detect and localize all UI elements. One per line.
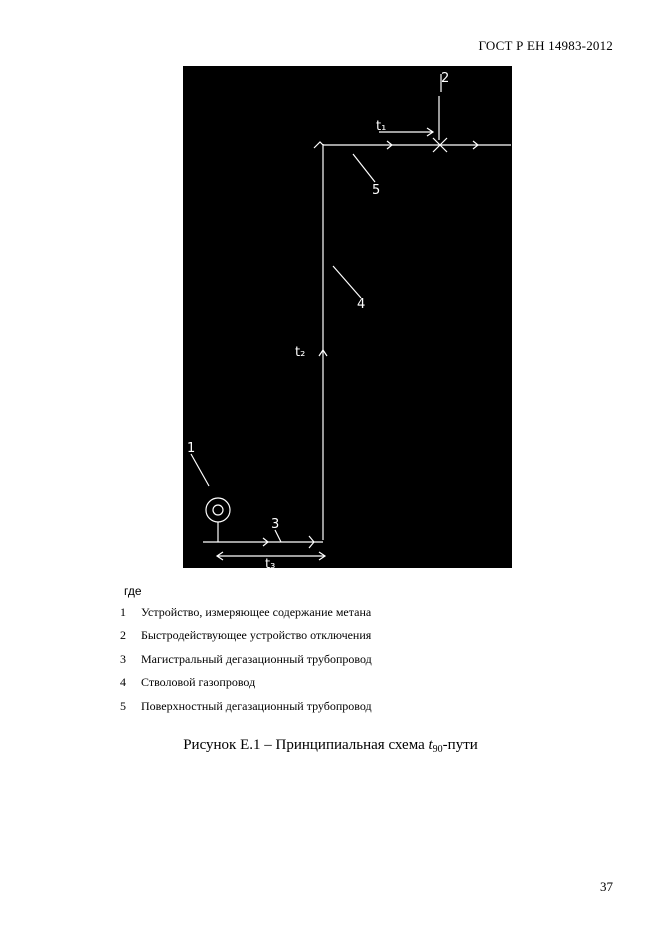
document-header: ГОСТ Р ЕН 14983-2012 [478, 38, 613, 53]
legend-item-text: Стволовой газопровод [141, 675, 256, 690]
page-number: 37 [600, 879, 613, 894]
dimension-t3: t₃ [265, 557, 276, 568]
dimension-t1: t₁ [376, 119, 387, 134]
leader-4 [333, 266, 361, 298]
caption-subscript: 90 [432, 744, 443, 755]
legend-item-number: 1 [120, 605, 126, 619]
legend-item-number: 4 [120, 675, 126, 690]
figure-caption [0, 737, 661, 755]
caption-suffix: -пути [442, 737, 478, 753]
corner-mark [314, 142, 323, 148]
legend-item-number: 2 [120, 628, 126, 643]
callout-2: 2 [441, 71, 450, 86]
methane-meter-icon [206, 498, 230, 542]
legend-item [120, 675, 372, 698]
legend-item-text: Устройство, измеряющее содержание метана [141, 605, 372, 619]
callout-4: 4 [357, 297, 366, 312]
legend-item-number: 5 [120, 698, 126, 713]
legend-item-text: Магистральный дегазационный трубопровод [141, 651, 372, 666]
caption-variable: t [428, 737, 433, 753]
callout-1: 1 [187, 441, 196, 456]
callout-3: 3 [271, 517, 280, 532]
dimension-t2: t₂ [295, 345, 306, 360]
legend-item-text: Быстродействующее устройство отключения [141, 628, 372, 643]
leader-5 [353, 154, 375, 182]
legend-item [120, 605, 372, 628]
legend-item [120, 628, 372, 651]
legend-where-label: где [124, 584, 142, 598]
leader-1 [191, 454, 209, 486]
schematic-diagram [183, 66, 512, 568]
legend-list [120, 605, 372, 722]
caption-prefix: Рисунок Е.1 – Принципиальная схема [183, 737, 429, 753]
legend-item [120, 699, 372, 722]
legend-item [120, 652, 372, 675]
legend-item-text: Поверхностный дегазационный трубопровод [141, 698, 372, 713]
legend-item-number: 3 [120, 651, 126, 666]
callout-5: 5 [372, 183, 381, 198]
schematic-figure [183, 66, 512, 568]
